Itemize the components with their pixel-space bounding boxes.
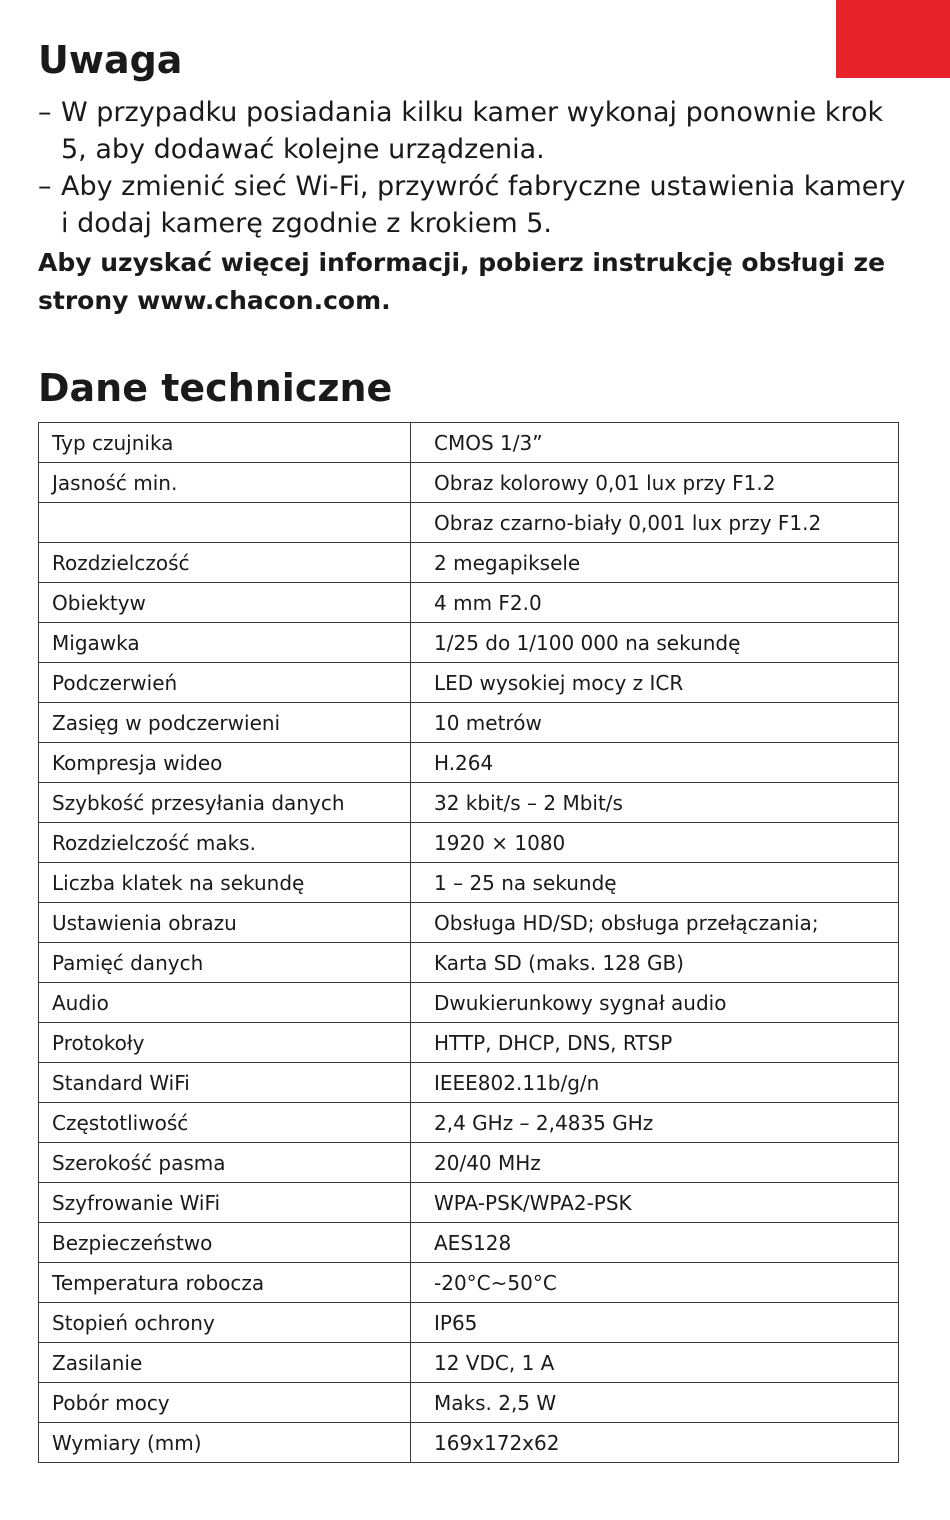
spec-label: Pamięć danych <box>39 943 411 983</box>
spec-row <box>39 1063 899 1103</box>
spec-label: Liczba klatek na sekundę <box>39 863 411 903</box>
spec-row <box>39 1343 899 1383</box>
spec-label: Audio <box>39 983 411 1023</box>
spec-row <box>39 1183 899 1223</box>
spec-label: Migawka <box>39 623 411 663</box>
spec-label: Protokoły <box>39 1023 411 1063</box>
spec-value: 1920 × 1080 <box>411 823 899 863</box>
spec-label: Częstotliwość <box>39 1103 411 1143</box>
spec-row <box>39 1223 899 1263</box>
note-list <box>38 94 908 242</box>
spec-value: AES128 <box>411 1223 899 1263</box>
spec-value: 1 – 25 na sekundę <box>411 863 899 903</box>
spec-value: IP65 <box>411 1303 899 1343</box>
spec-label: Stopień ochrony <box>39 1303 411 1343</box>
spec-label: Jasność min. <box>39 463 411 503</box>
specs-table <box>38 422 899 1463</box>
spec-row <box>39 623 899 663</box>
spec-value: Obraz czarno-biały 0,001 lux przy F1.2 <box>411 503 899 543</box>
spec-label: Standard WiFi <box>39 1063 411 1103</box>
spec-row <box>39 583 899 623</box>
specs-table-body <box>39 423 899 1463</box>
spec-value: 20/40 MHz <box>411 1143 899 1183</box>
spec-label: Typ czujnika <box>39 423 411 463</box>
spec-value: 2,4 GHz – 2,4835 GHz <box>411 1103 899 1143</box>
spec-value: H.264 <box>411 743 899 783</box>
spec-row <box>39 1143 899 1183</box>
spec-value: 12 VDC, 1 A <box>411 1343 899 1383</box>
note-dash: – <box>38 171 52 202</box>
note-item-text: Aby zmienić sieć Wi-Fi, przywróć fabryczne ustawienia kamery i dodaj kamerę zgodnie z krokiem 5. <box>61 171 906 239</box>
spec-row <box>39 1423 899 1463</box>
spec-value: -20°C~50°C <box>411 1263 899 1303</box>
spec-value: 169x172x62 <box>411 1423 899 1463</box>
spec-row <box>39 903 899 943</box>
spec-row <box>39 1103 899 1143</box>
spec-value: 2 megapiksele <box>411 543 899 583</box>
spec-row <box>39 1263 899 1303</box>
more-info-text: Aby uzyskać więcej informacji, pobierz instrukcję obsługi ze strony www.chacon.com. <box>38 248 886 315</box>
spec-row <box>39 663 899 703</box>
spec-label: Zasilanie <box>39 1343 411 1383</box>
spec-value: CMOS 1/3” <box>411 423 899 463</box>
spec-value: Obsługa HD/SD; obsługa przełączania; <box>411 903 899 943</box>
spec-label: Temperatura robocza <box>39 1263 411 1303</box>
spec-value: LED wysokiej mocy z ICR <box>411 663 899 703</box>
spec-label: Pobór mocy <box>39 1383 411 1423</box>
spec-label <box>39 503 411 543</box>
spec-label: Bezpieczeństwo <box>39 1223 411 1263</box>
spec-row <box>39 863 899 903</box>
spec-value: 10 metrów <box>411 703 899 743</box>
spec-label: Ustawienia obrazu <box>39 903 411 943</box>
spec-value: IEEE802.11b/g/n <box>411 1063 899 1103</box>
spec-row <box>39 783 899 823</box>
specs-title: Dane techniczne <box>38 366 393 410</box>
spec-row <box>39 1023 899 1063</box>
red-corner-tab <box>836 0 950 78</box>
spec-row <box>39 943 899 983</box>
spec-value: Maks. 2,5 W <box>411 1383 899 1423</box>
note-title: Uwaga <box>38 38 183 82</box>
spec-label: Rozdzielczość maks. <box>39 823 411 863</box>
note-item <box>38 94 908 168</box>
spec-row <box>39 743 899 783</box>
spec-value: Dwukierunkowy sygnał audio <box>411 983 899 1023</box>
spec-row <box>39 983 899 1023</box>
spec-label: Szyfrowanie WiFi <box>39 1183 411 1223</box>
spec-label: Szerokość pasma <box>39 1143 411 1183</box>
spec-label: Szybkość przesyłania danych <box>39 783 411 823</box>
spec-value: 1/25 do 1/100 000 na sekundę <box>411 623 899 663</box>
spec-row <box>39 423 899 463</box>
spec-row <box>39 1303 899 1343</box>
spec-value: WPA-PSK/WPA2-PSK <box>411 1183 899 1223</box>
spec-label: Wymiary (mm) <box>39 1423 411 1463</box>
spec-row <box>39 823 899 863</box>
spec-label: Kompresja wideo <box>39 743 411 783</box>
spec-value: HTTP, DHCP, DNS, RTSP <box>411 1023 899 1063</box>
spec-label: Obiektyw <box>39 583 411 623</box>
note-dash: – <box>38 97 52 128</box>
spec-label: Rozdzielczość <box>39 543 411 583</box>
note-item-text: W przypadku posiadania kilku kamer wykonaj ponownie krok 5, aby dodawać kolejne urządzenia. <box>61 97 884 165</box>
spec-row <box>39 1383 899 1423</box>
note-item <box>38 168 908 242</box>
spec-row <box>39 703 899 743</box>
spec-row <box>39 543 899 583</box>
spec-label: Podczerwień <box>39 663 411 703</box>
spec-value: Karta SD (maks. 128 GB) <box>411 943 899 983</box>
spec-row <box>39 503 899 543</box>
spec-row <box>39 463 899 503</box>
spec-value: 4 mm F2.0 <box>411 583 899 623</box>
spec-value: Obraz kolorowy 0,01 lux przy F1.2 <box>411 463 899 503</box>
spec-value: 32 kbit/s – 2 Mbit/s <box>411 783 899 823</box>
spec-label: Zasięg w podczerwieni <box>39 703 411 743</box>
